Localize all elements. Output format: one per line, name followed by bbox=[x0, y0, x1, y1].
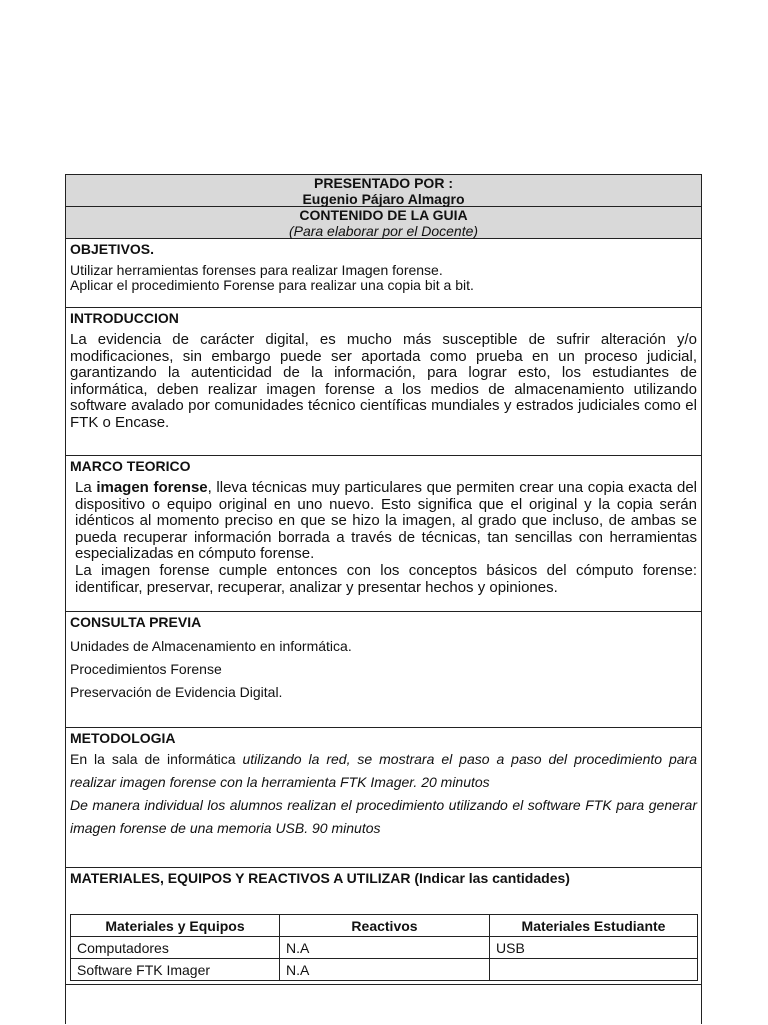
presented-by-section bbox=[66, 175, 701, 207]
empty-row bbox=[66, 985, 701, 1025]
author-name: Eugenio Pájaro Almagro bbox=[302, 191, 465, 207]
materiales-title: MATERIALES, EQUIPOS Y REACTIVOS A UTILIZAR (Indicar las cantidades) bbox=[70, 870, 570, 886]
consulta-item: Preservación de Evidencia Digital. bbox=[70, 684, 283, 700]
consulta-previa-section bbox=[66, 612, 701, 728]
table-cell: Software FTK Imager bbox=[71, 959, 280, 981]
consulta-previa-title: CONSULTA PREVIA bbox=[70, 614, 202, 630]
table-cell: N.A bbox=[280, 959, 490, 981]
consulta-item: Unidades de Almacenamiento en informática. bbox=[70, 638, 352, 654]
guide-content-header bbox=[66, 207, 701, 239]
introduccion-section bbox=[66, 308, 701, 456]
materiales-table bbox=[70, 914, 698, 981]
table-cell: USB bbox=[490, 937, 698, 959]
table-cell bbox=[490, 959, 698, 981]
table-header-row bbox=[71, 915, 698, 937]
metodologia-paragraph-1: En la sala de informática utilizando la red, se mostrara el paso a paso del procedimiento para realizar imagen forense con la herramienta FTK Imager. 20 minutos bbox=[70, 751, 697, 790]
marco-paragraph-2: La imagen forense cumple entonces con los conceptos básicos del cómputo forense: identificar, preservar, recuperar, analizar y presentar hechos y opiniones. bbox=[75, 561, 697, 596]
metodologia-title: METODOLOGIA bbox=[70, 730, 176, 746]
guide-title: CONTENIDO DE LA GUIA bbox=[299, 207, 468, 223]
marco-teorico-section bbox=[66, 456, 701, 612]
column-header: Materiales Estudiante bbox=[490, 915, 698, 937]
presented-by-label: PRESENTADO POR : bbox=[314, 175, 453, 191]
metodologia-section bbox=[66, 728, 701, 868]
table-cell: N.A bbox=[280, 937, 490, 959]
guide-document bbox=[65, 174, 702, 1024]
introduccion-text: La evidencia de carácter digital, es mucho más susceptible de sufrir alteración y/o modificaciones, sin embargo puede ser aportada como prueba en un proceso judicial, garantizando la autenticidad de la información, para lograr esto, los estudiantes de informática, deben realizar imagen forense a los medios de almacenamiento utilizando software avalado por comunidades técnico científicas mundiales y estrados judiciales como el FTK o Encase. bbox=[70, 331, 697, 431]
objetivo-line-2: Aplicar el procedimiento Forense para realizar una copia bit a bit. bbox=[70, 277, 474, 293]
objetivos-section bbox=[66, 239, 701, 308]
metodologia-paragraph-2: De manera individual los alumnos realizan el procedimiento utilizando el software FTK para generar imagen forense de una memoria USB. 90 minutos bbox=[70, 797, 697, 836]
column-header: Materiales y Equipos bbox=[71, 915, 280, 937]
table-row bbox=[71, 959, 698, 981]
objetivos-title: OBJETIVOS. bbox=[70, 241, 155, 257]
materiales-section bbox=[66, 868, 701, 985]
marco-paragraph-1: La imagen forense, lleva técnicas muy particulares que permiten crear una copia exacta del dispositivo o equipo original en uno nuevo. Esto significa que el original y la copia serán idénticos al momento preciso en que se hizo la imagen, al grado que incluso, de ambas se pueda recuperar información borrada a través de técnicas, tan sencillas con herramientas especializadas en cómputo forense. bbox=[75, 479, 698, 563]
table-row bbox=[71, 937, 698, 959]
consulta-item: Procedimientos Forense bbox=[70, 661, 222, 677]
guide-subtitle: (Para elaborar por el Docente) bbox=[288, 223, 479, 239]
table-cell: Computadores bbox=[71, 937, 280, 959]
marco-teorico-title: MARCO TEORICO bbox=[70, 458, 191, 474]
introduccion-title: INTRODUCCION bbox=[70, 310, 179, 326]
column-header: Reactivos bbox=[280, 915, 490, 937]
objetivo-line-1: Utilizar herramientas forenses para realizar Imagen forense. bbox=[70, 262, 443, 278]
marco-bold-term: imagen forense bbox=[96, 479, 208, 496]
